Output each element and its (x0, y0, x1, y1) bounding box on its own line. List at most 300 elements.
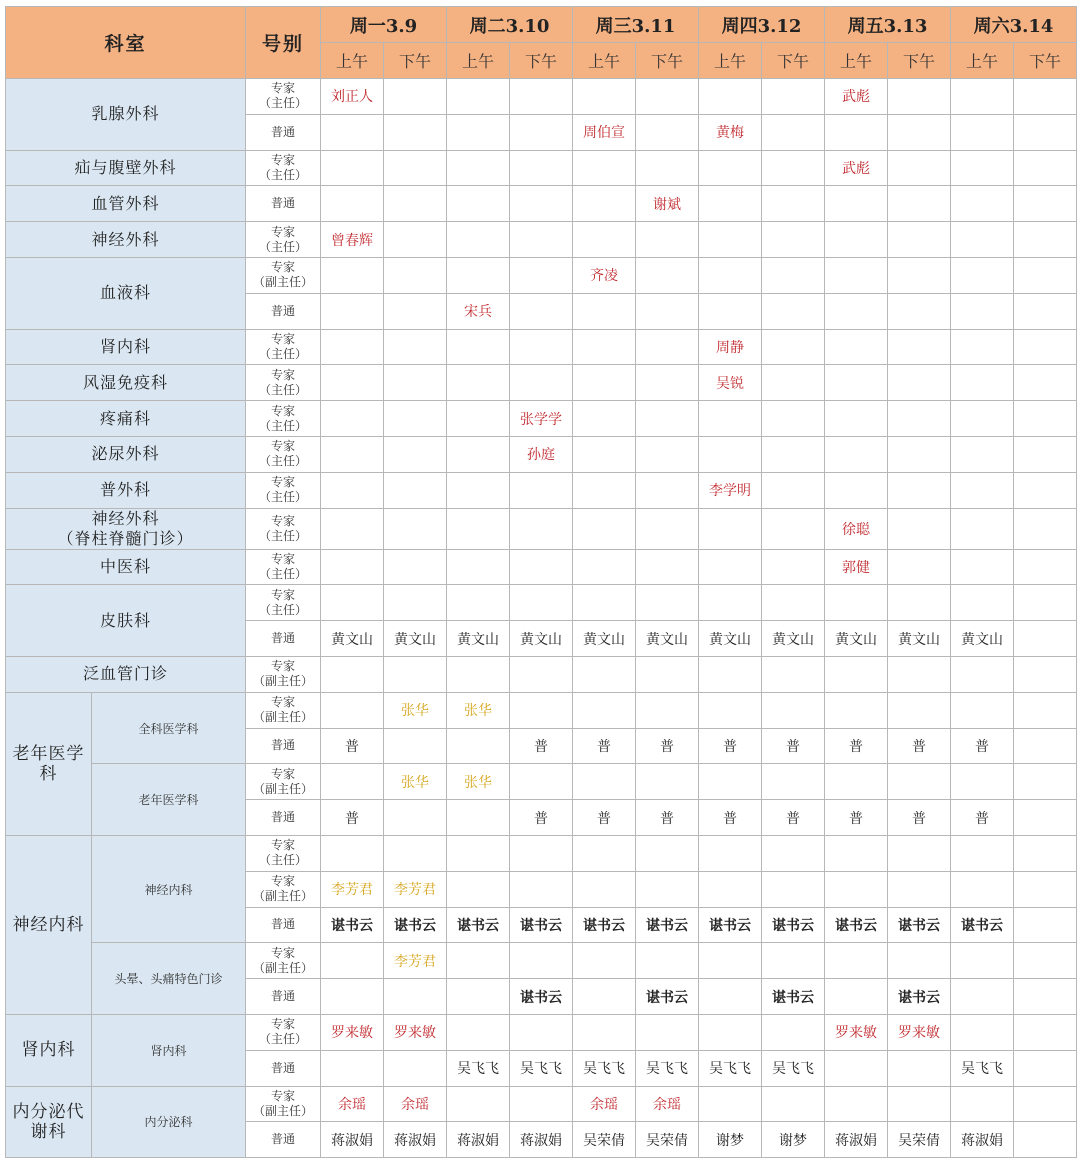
schedule-cell (636, 979, 699, 1015)
schedule-cell (384, 436, 447, 472)
doctor-name: 蒋淑娟 (331, 1132, 373, 1149)
schedule-cell (447, 979, 510, 1015)
department-name: 肾内科 (6, 1014, 92, 1086)
registration-type: 专家 （主任） (246, 222, 321, 258)
schedule-cell (825, 79, 888, 115)
schedule-cell (699, 1122, 762, 1158)
schedule-cell (384, 329, 447, 365)
schedule-cell (888, 692, 951, 728)
schedule-cell (825, 692, 888, 728)
schedule-cell (825, 472, 888, 508)
doctor-name: 李学明 (709, 483, 751, 500)
schedule-cell (636, 114, 699, 150)
schedule-cell (825, 114, 888, 150)
schedule-body (6, 79, 1077, 1158)
schedule-cell (573, 365, 636, 401)
doctor-name: 蒋淑娟 (457, 1132, 499, 1149)
schedule-cell (825, 222, 888, 258)
registration-type: 专家 （副主任） (246, 692, 321, 728)
schedule-cell (951, 150, 1014, 186)
schedule-cell (762, 79, 825, 115)
table-row (6, 549, 1077, 585)
schedule-cell (699, 472, 762, 508)
table-row (6, 79, 1077, 115)
schedule-cell (384, 871, 447, 907)
schedule-cell (699, 401, 762, 437)
schedule-cell (762, 186, 825, 222)
schedule-cell (888, 222, 951, 258)
schedule-cell (573, 943, 636, 979)
doctor-name: 普 (345, 738, 359, 755)
schedule-cell (636, 1014, 699, 1050)
schedule-cell (573, 585, 636, 621)
registration-type: 普通 (246, 728, 321, 764)
schedule-cell (384, 114, 447, 150)
schedule-cell (573, 293, 636, 329)
schedule-cell (384, 621, 447, 657)
schedule-cell (636, 871, 699, 907)
schedule-cell (384, 222, 447, 258)
schedule-cell (825, 907, 888, 943)
schedule-cell (636, 329, 699, 365)
doctor-name: 谌书云 (772, 989, 814, 1006)
registration-type: 普通 (246, 114, 321, 150)
schedule-cell (825, 549, 888, 585)
schedule-cell (825, 764, 888, 800)
sat-pm-header: 下午 (1014, 43, 1077, 79)
doctor-name: 普 (534, 810, 548, 827)
schedule-cell (321, 621, 384, 657)
day-header-thu: 周四3.12 (699, 7, 825, 43)
doctor-name: 黄文山 (961, 631, 1003, 648)
doctor-name: 吴飞飞 (772, 1061, 814, 1078)
schedule-cell (573, 1122, 636, 1158)
schedule-cell (888, 114, 951, 150)
schedule-cell (321, 1086, 384, 1122)
schedule-cell (1014, 1050, 1077, 1086)
schedule-cell (573, 621, 636, 657)
schedule-cell (510, 692, 573, 728)
schedule-cell (321, 1014, 384, 1050)
schedule-cell (951, 764, 1014, 800)
schedule-cell (762, 508, 825, 549)
schedule-cell (762, 979, 825, 1015)
schedule-cell (951, 549, 1014, 585)
schedule-cell (825, 871, 888, 907)
schedule-cell (384, 728, 447, 764)
doctor-name: 黄文山 (520, 631, 562, 648)
header-row-days (6, 7, 1077, 43)
table-row (6, 365, 1077, 401)
schedule-cell (1014, 800, 1077, 836)
doctor-name: 张华 (464, 774, 492, 791)
schedule-cell (447, 293, 510, 329)
schedule-cell (888, 257, 951, 293)
registration-type: 专家 （副主任） (246, 257, 321, 293)
schedule-cell (510, 1050, 573, 1086)
schedule-cell (321, 692, 384, 728)
doctor-name: 张华 (401, 703, 429, 720)
schedule-cell (1014, 329, 1077, 365)
schedule-cell (384, 472, 447, 508)
schedule-cell (825, 728, 888, 764)
department-name: 泛血管门诊 (6, 656, 246, 692)
doctor-name: 谌书云 (961, 917, 1003, 934)
schedule-cell (888, 365, 951, 401)
schedule-cell (636, 186, 699, 222)
schedule-cell (447, 656, 510, 692)
schedule-cell (1014, 472, 1077, 508)
schedule-cell (1014, 79, 1077, 115)
schedule-cell (573, 979, 636, 1015)
schedule-cell (447, 907, 510, 943)
type-header: 号别 (246, 7, 321, 79)
schedule-cell (762, 1086, 825, 1122)
schedule-cell (321, 585, 384, 621)
schedule-cell (951, 293, 1014, 329)
schedule-cell (321, 222, 384, 258)
sub-department-name: 内分泌科 (92, 1086, 246, 1158)
schedule-cell (888, 549, 951, 585)
schedule-cell (321, 800, 384, 836)
schedule-cell (699, 436, 762, 472)
schedule-cell (510, 800, 573, 836)
tue-am-header: 上午 (447, 43, 510, 79)
sub-department-name: 老年医学科 (92, 764, 246, 836)
schedule-cell (636, 293, 699, 329)
schedule-cell (762, 472, 825, 508)
day-header-tue: 周二3.10 (447, 7, 573, 43)
schedule-cell (825, 293, 888, 329)
schedule-cell (825, 621, 888, 657)
doctor-name: 谌书云 (772, 917, 814, 934)
schedule-cell (636, 508, 699, 549)
day-header-fri: 周五3.13 (825, 7, 951, 43)
schedule-cell (384, 656, 447, 692)
schedule-cell (510, 1122, 573, 1158)
schedule-cell (1014, 907, 1077, 943)
schedule-cell (951, 329, 1014, 365)
doctor-name: 普 (975, 738, 989, 755)
schedule-cell (699, 871, 762, 907)
day-header-wed: 周三3.11 (573, 7, 699, 43)
schedule-cell (321, 1122, 384, 1158)
schedule-cell (825, 150, 888, 186)
doctor-name: 吴荣倩 (898, 1132, 940, 1149)
schedule-cell (762, 728, 825, 764)
schedule-cell (510, 365, 573, 401)
sub-department-name: 头晕、头痛特色门诊 (92, 943, 246, 1015)
schedule-cell (447, 800, 510, 836)
schedule-cell (1014, 508, 1077, 549)
schedule-cell (951, 943, 1014, 979)
doctor-name: 黄文山 (646, 631, 688, 648)
schedule-cell (321, 979, 384, 1015)
doctor-name: 谌书云 (583, 917, 625, 934)
schedule-cell (762, 835, 825, 871)
doctor-name: 吴飞飞 (646, 1061, 688, 1078)
schedule-cell (699, 764, 762, 800)
schedule-cell (888, 800, 951, 836)
doctor-name: 吴飞飞 (520, 1061, 562, 1078)
registration-type: 专家 （主任） (246, 585, 321, 621)
schedule-cell (699, 943, 762, 979)
schedule-cell (762, 222, 825, 258)
schedule-cell (1014, 1122, 1077, 1158)
schedule-cell (699, 1086, 762, 1122)
tue-pm-header: 下午 (510, 43, 573, 79)
schedule-cell (1014, 401, 1077, 437)
fri-pm-header: 下午 (888, 43, 951, 79)
registration-type: 专家 （副主任） (246, 1086, 321, 1122)
schedule-cell (699, 150, 762, 186)
doctor-name: 武彪 (842, 160, 870, 177)
wed-pm-header: 下午 (636, 43, 699, 79)
schedule-cell (384, 979, 447, 1015)
department-name: 神经内科 (6, 835, 92, 1014)
schedule-cell (384, 907, 447, 943)
doctor-name: 谢梦 (779, 1132, 807, 1149)
schedule-cell (888, 907, 951, 943)
registration-type: 普通 (246, 621, 321, 657)
schedule-cell (825, 1050, 888, 1086)
table-row (6, 508, 1077, 549)
schedule-cell (384, 835, 447, 871)
schedule-cell (510, 114, 573, 150)
schedule-cell (573, 692, 636, 728)
schedule-cell (321, 436, 384, 472)
schedule-cell (636, 79, 699, 115)
schedule-cell (888, 293, 951, 329)
doctor-name: 黄文山 (457, 631, 499, 648)
schedule-cell (699, 508, 762, 549)
schedule-cell (321, 472, 384, 508)
schedule-cell (573, 186, 636, 222)
schedule-cell (951, 585, 1014, 621)
schedule-cell (699, 79, 762, 115)
doctor-name: 普 (534, 738, 548, 755)
table-row (6, 692, 1077, 728)
registration-type: 专家 （主任） (246, 401, 321, 437)
registration-type: 专家 （主任） (246, 365, 321, 401)
schedule-cell (384, 186, 447, 222)
schedule-cell (636, 401, 699, 437)
schedule-cell (888, 1050, 951, 1086)
schedule-cell (573, 800, 636, 836)
table-row (6, 401, 1077, 437)
doctor-name: 罗来敏 (331, 1025, 373, 1042)
table-row (6, 186, 1077, 222)
doctor-name: 余瑶 (338, 1096, 366, 1113)
schedule-cell (384, 1086, 447, 1122)
schedule-cell (573, 907, 636, 943)
doctor-name: 吴飞飞 (709, 1061, 751, 1078)
schedule-cell (951, 656, 1014, 692)
schedule-cell (636, 800, 699, 836)
schedule-cell (1014, 114, 1077, 150)
doctor-name: 谌书云 (835, 917, 877, 934)
schedule-cell (762, 656, 825, 692)
doctor-name: 谌书云 (394, 917, 436, 934)
registration-type: 普通 (246, 979, 321, 1015)
schedule-cell (384, 293, 447, 329)
schedule-cell (573, 656, 636, 692)
schedule-cell (573, 508, 636, 549)
schedule-cell (762, 764, 825, 800)
doctor-name: 谌书云 (520, 917, 562, 934)
schedule-cell (888, 835, 951, 871)
schedule-cell (447, 186, 510, 222)
schedule-cell (951, 1050, 1014, 1086)
department-name: 血液科 (6, 257, 246, 329)
schedule-cell (510, 436, 573, 472)
table-row (6, 943, 1077, 979)
schedule-cell (573, 728, 636, 764)
table-row (6, 472, 1077, 508)
doctor-name: 吴荣倩 (646, 1132, 688, 1149)
table-row (6, 764, 1077, 800)
schedule-cell (636, 656, 699, 692)
registration-type: 专家 （主任） (246, 472, 321, 508)
schedule-cell (699, 1014, 762, 1050)
schedule-cell (447, 1050, 510, 1086)
schedule-cell (447, 257, 510, 293)
schedule-cell (447, 764, 510, 800)
schedule-cell (951, 436, 1014, 472)
schedule-cell (447, 1122, 510, 1158)
schedule-cell (321, 656, 384, 692)
registration-type: 专家 （主任） (246, 79, 321, 115)
schedule-cell (510, 401, 573, 437)
schedule-cell (888, 656, 951, 692)
doctor-name: 吴飞飞 (457, 1061, 499, 1078)
schedule-cell (825, 656, 888, 692)
doctor-name: 谌书云 (898, 917, 940, 934)
schedule-cell (573, 1050, 636, 1086)
doctor-name: 黄梅 (716, 125, 744, 142)
department-name: 普外科 (6, 472, 246, 508)
registration-type: 专家 （主任） (246, 329, 321, 365)
table-row (6, 656, 1077, 692)
doctor-name: 普 (597, 738, 611, 755)
sat-am-header: 上午 (951, 43, 1014, 79)
schedule-cell (699, 329, 762, 365)
schedule-cell (888, 621, 951, 657)
schedule-cell (762, 436, 825, 472)
schedule-cell (1014, 436, 1077, 472)
schedule-cell (951, 508, 1014, 549)
doctor-name: 周伯宣 (583, 125, 625, 142)
schedule-cell (447, 1014, 510, 1050)
doctor-name: 李芳君 (394, 953, 436, 970)
schedule-cell (573, 150, 636, 186)
schedule-cell (699, 365, 762, 401)
doctor-name: 李芳君 (331, 882, 373, 899)
schedule-cell (1014, 943, 1077, 979)
registration-type: 专家 （主任） (246, 150, 321, 186)
doctor-name: 曾春辉 (331, 232, 373, 249)
doctor-name: 罗来敏 (898, 1025, 940, 1042)
schedule-cell (699, 800, 762, 836)
doctor-name: 谌书云 (709, 917, 751, 934)
schedule-cell (321, 1050, 384, 1086)
schedule-cell (510, 186, 573, 222)
schedule-cell (762, 150, 825, 186)
schedule-cell (1014, 257, 1077, 293)
dept-header: 科室 (6, 7, 246, 79)
schedule-cell (636, 764, 699, 800)
doctor-name: 武彪 (842, 89, 870, 106)
schedule-cell (825, 979, 888, 1015)
doctor-name: 黄文山 (709, 631, 751, 648)
thu-am-header: 上午 (699, 43, 762, 79)
schedule-cell (1014, 621, 1077, 657)
schedule-cell (699, 907, 762, 943)
schedule-cell (951, 728, 1014, 764)
registration-type: 专家 （主任） (246, 508, 321, 549)
department-name: 皮肤科 (6, 585, 246, 657)
schedule-cell (888, 79, 951, 115)
doctor-name: 张华 (401, 774, 429, 791)
schedule-cell (699, 549, 762, 585)
schedule-cell (888, 979, 951, 1015)
schedule-cell (384, 1014, 447, 1050)
schedule-cell (636, 1122, 699, 1158)
schedule-cell (699, 114, 762, 150)
registration-type: 专家 （主任） (246, 835, 321, 871)
schedule-cell (951, 692, 1014, 728)
doctor-name: 谌书云 (646, 989, 688, 1006)
schedule-cell (762, 329, 825, 365)
schedule-cell (447, 222, 510, 258)
schedule-cell (321, 871, 384, 907)
schedule-cell (510, 621, 573, 657)
schedule-cell (888, 871, 951, 907)
schedule-cell (762, 365, 825, 401)
schedule-cell (888, 401, 951, 437)
schedule-cell (825, 943, 888, 979)
schedule-cell (699, 257, 762, 293)
schedule-cell (699, 979, 762, 1015)
schedule-cell (1014, 656, 1077, 692)
schedule-cell (384, 1050, 447, 1086)
schedule-table (5, 6, 1077, 1158)
department-name: 内分泌代 谢科 (6, 1086, 92, 1158)
schedule-cell (1014, 728, 1077, 764)
table-row (6, 585, 1077, 621)
schedule-cell (825, 365, 888, 401)
schedule-cell (510, 329, 573, 365)
wed-am-header: 上午 (573, 43, 636, 79)
registration-type: 普通 (246, 186, 321, 222)
schedule-cell (321, 329, 384, 365)
schedule-cell (636, 150, 699, 186)
doctor-name: 谢斌 (653, 196, 681, 213)
schedule-cell (447, 79, 510, 115)
schedule-cell (321, 549, 384, 585)
schedule-cell (1014, 1086, 1077, 1122)
department-name: 肾内科 (6, 329, 246, 365)
schedule-cell (573, 222, 636, 258)
schedule-cell (888, 436, 951, 472)
schedule-cell (384, 401, 447, 437)
schedule-cell (951, 1014, 1014, 1050)
schedule-cell (447, 150, 510, 186)
schedule-cell (636, 549, 699, 585)
doctor-name: 黄文山 (394, 631, 436, 648)
department-name: 泌尿外科 (6, 436, 246, 472)
registration-type: 专家 （主任） (246, 436, 321, 472)
